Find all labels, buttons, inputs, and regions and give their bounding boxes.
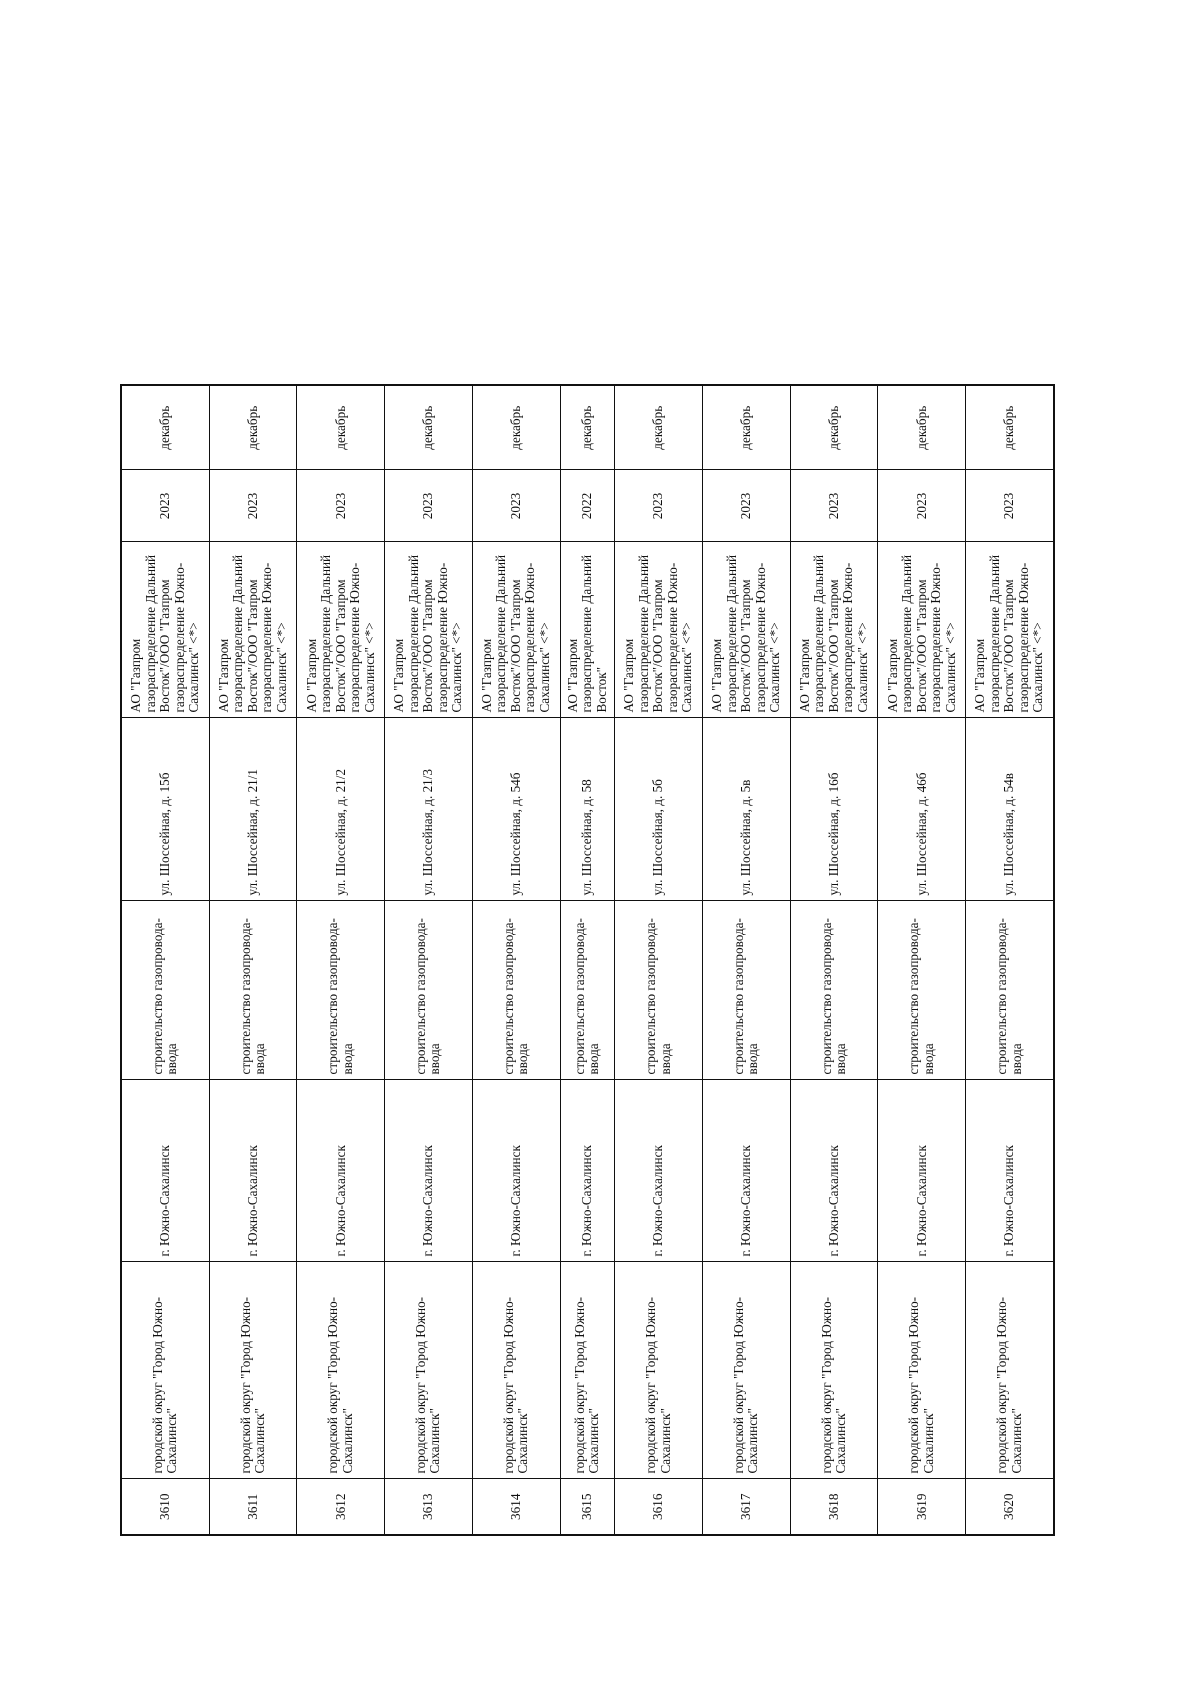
table-row [615,385,703,1535]
table-row [209,385,297,1535]
address-cell: ул. Шоссейная, д. 5в [703,718,791,901]
address-cell: ул. Шоссейная, д. 5б [615,718,703,901]
organization-cell: АО "Газпром газораспределение Дальний Восток"/ООО "Газпром газораспределение Южно-Сахалинск" <*> [385,542,473,718]
settlement-cell: г. Южно-Сахалинск [297,1080,385,1262]
organization-cell: АО "Газпром газораспределение Дальний Восток"/ООО "Газпром газораспределение Южно-Сахалинск" <*> [790,542,878,718]
table-row [966,385,1054,1535]
year-cell: 2023 [209,470,297,542]
municipality-cell: городской округ "Город Южно-Сахалинск" [703,1262,791,1479]
month-cell: декабрь [121,385,209,470]
row-number: 3615 [560,1479,615,1535]
month-cell: декабрь [472,385,560,470]
address-cell: ул. Шоссейная, д. 15б [121,718,209,901]
table-row [560,385,615,1535]
organization-cell: АО "Газпром газораспределение Дальний Восток"/ООО "Газпром газораспределение Южно-Сахалинск" <*> [472,542,560,718]
settlement-cell: г. Южно-Сахалинск [878,1080,966,1262]
month-cell: декабрь [560,385,615,470]
settlement-cell: г. Южно-Сахалинск [615,1080,703,1262]
address-cell: ул. Шоссейная, д. 16б [790,718,878,901]
municipality-cell: городской округ "Город Южно-Сахалинск" [297,1262,385,1479]
address-cell: ул. Шоссейная, д. 21/3 [385,718,473,901]
settlement-cell: г. Южно-Сахалинск [121,1080,209,1262]
year-cell: 2023 [703,470,791,542]
address-cell: ул. Шоссейная, д. 21/1 [209,718,297,901]
address-cell: ул. Шоссейная, д. 21/2 [297,718,385,901]
table-row [472,385,560,1535]
municipality-cell: городской округ "Город Южно-Сахалинск" [472,1262,560,1479]
row-number: 3617 [703,1479,791,1535]
row-number: 3611 [209,1479,297,1535]
organization-cell: АО "Газпром газораспределение Дальний Восток"/ООО "Газпром газораспределение Южно-Сахалинск" <*> [121,542,209,718]
year-cell: 2023 [121,470,209,542]
municipality-cell: городской округ "Город Южно-Сахалинск" [385,1262,473,1479]
organization-cell: АО "Газпром газораспределение Дальний Восток" [560,542,615,718]
work-type-cell: строительство газопровода-ввода [121,901,209,1080]
rotated-table-wrapper [120,386,1055,1536]
table-row [385,385,473,1535]
row-number: 3620 [966,1479,1054,1535]
work-type-cell: строительство газопровода-ввода [790,901,878,1080]
month-cell: декабрь [615,385,703,470]
row-number: 3616 [615,1479,703,1535]
organization-cell: АО "Газпром газораспределение Дальний Восток"/ООО "Газпром газораспределение Южно-Сахалинск" <*> [878,542,966,718]
month-cell: декабрь [385,385,473,470]
year-cell: 2023 [966,470,1054,542]
municipality-cell: городской округ "Город Южно-Сахалинск" [966,1262,1054,1479]
municipality-cell: городской округ "Город Южно-Сахалинск" [209,1262,297,1479]
table-row [121,385,209,1535]
row-number: 3619 [878,1479,966,1535]
row-number: 3614 [472,1479,560,1535]
year-cell: 2023 [472,470,560,542]
municipality-cell: городской округ "Город Южно-Сахалинск" [121,1262,209,1479]
organization-cell: АО "Газпром газораспределение Дальний Восток"/ООО "Газпром газораспределение Южно-Сахалинск" <*> [297,542,385,718]
table-row [790,385,878,1535]
work-type-cell: строительство газопровода-ввода [297,901,385,1080]
row-number: 3610 [121,1479,209,1535]
organization-cell: АО "Газпром газораспределение Дальний Восток"/ООО "Газпром газораспределение Южно-Сахалинск" <*> [703,542,791,718]
settlement-cell: г. Южно-Сахалинск [209,1080,297,1262]
organization-cell: АО "Газпром газораспределение Дальний Восток"/ООО "Газпром газораспределение Южно-Сахалинск" <*> [615,542,703,718]
work-type-cell: строительство газопровода-ввода [878,901,966,1080]
address-cell: ул. Шоссейная, д. 54в [966,718,1054,901]
table-row [878,385,966,1535]
address-cell: ул. Шоссейная, д. 54б [472,718,560,901]
settlement-cell: г. Южно-Сахалинск [385,1080,473,1262]
work-type-cell: строительство газопровода-ввода [966,901,1054,1080]
settlement-cell: г. Южно-Сахалинск [472,1080,560,1262]
municipality-cell: городской округ "Город Южно-Сахалинск" [790,1262,878,1479]
row-number: 3618 [790,1479,878,1535]
work-type-cell: строительство газопровода-ввода [703,901,791,1080]
settlement-cell: г. Южно-Сахалинск [790,1080,878,1262]
month-cell: декабрь [966,385,1054,470]
year-cell: 2022 [560,470,615,542]
year-cell: 2023 [615,470,703,542]
work-type-cell: строительство газопровода-ввода [385,901,473,1080]
work-type-cell: строительство газопровода-ввода [209,901,297,1080]
year-cell: 2023 [878,470,966,542]
address-cell: ул. Шоссейная, д. 46б [878,718,966,901]
month-cell: декабрь [209,385,297,470]
gasification-schedule-table [120,384,1055,1536]
month-cell: декабрь [790,385,878,470]
table-row [297,385,385,1535]
work-type-cell: строительство газопровода-ввода [560,901,615,1080]
month-cell: декабрь [878,385,966,470]
municipality-cell: городской округ "Город Южно-Сахалинск" [615,1262,703,1479]
work-type-cell: строительство газопровода-ввода [472,901,560,1080]
organization-cell: АО "Газпром газораспределение Дальний Восток"/ООО "Газпром газораспределение Южно-Сахалинск" <*> [966,542,1054,718]
settlement-cell: г. Южно-Сахалинск [703,1080,791,1262]
table-row [703,385,791,1535]
year-cell: 2023 [297,470,385,542]
table-body [121,385,1054,1535]
address-cell: ул. Шоссейная, д. 58 [560,718,615,901]
municipality-cell: городской округ "Город Южно-Сахалинск" [878,1262,966,1479]
settlement-cell: г. Южно-Сахалинск [560,1080,615,1262]
organization-cell: АО "Газпром газораспределение Дальний Восток"/ООО "Газпром газораспределение Южно-Сахалинск" <*> [209,542,297,718]
month-cell: декабрь [297,385,385,470]
row-number: 3612 [297,1479,385,1535]
row-number: 3613 [385,1479,473,1535]
work-type-cell: строительство газопровода-ввода [615,901,703,1080]
year-cell: 2023 [385,470,473,542]
year-cell: 2023 [790,470,878,542]
settlement-cell: г. Южно-Сахалинск [966,1080,1054,1262]
month-cell: декабрь [703,385,791,470]
municipality-cell: городской округ "Город Южно-Сахалинск" [560,1262,615,1479]
